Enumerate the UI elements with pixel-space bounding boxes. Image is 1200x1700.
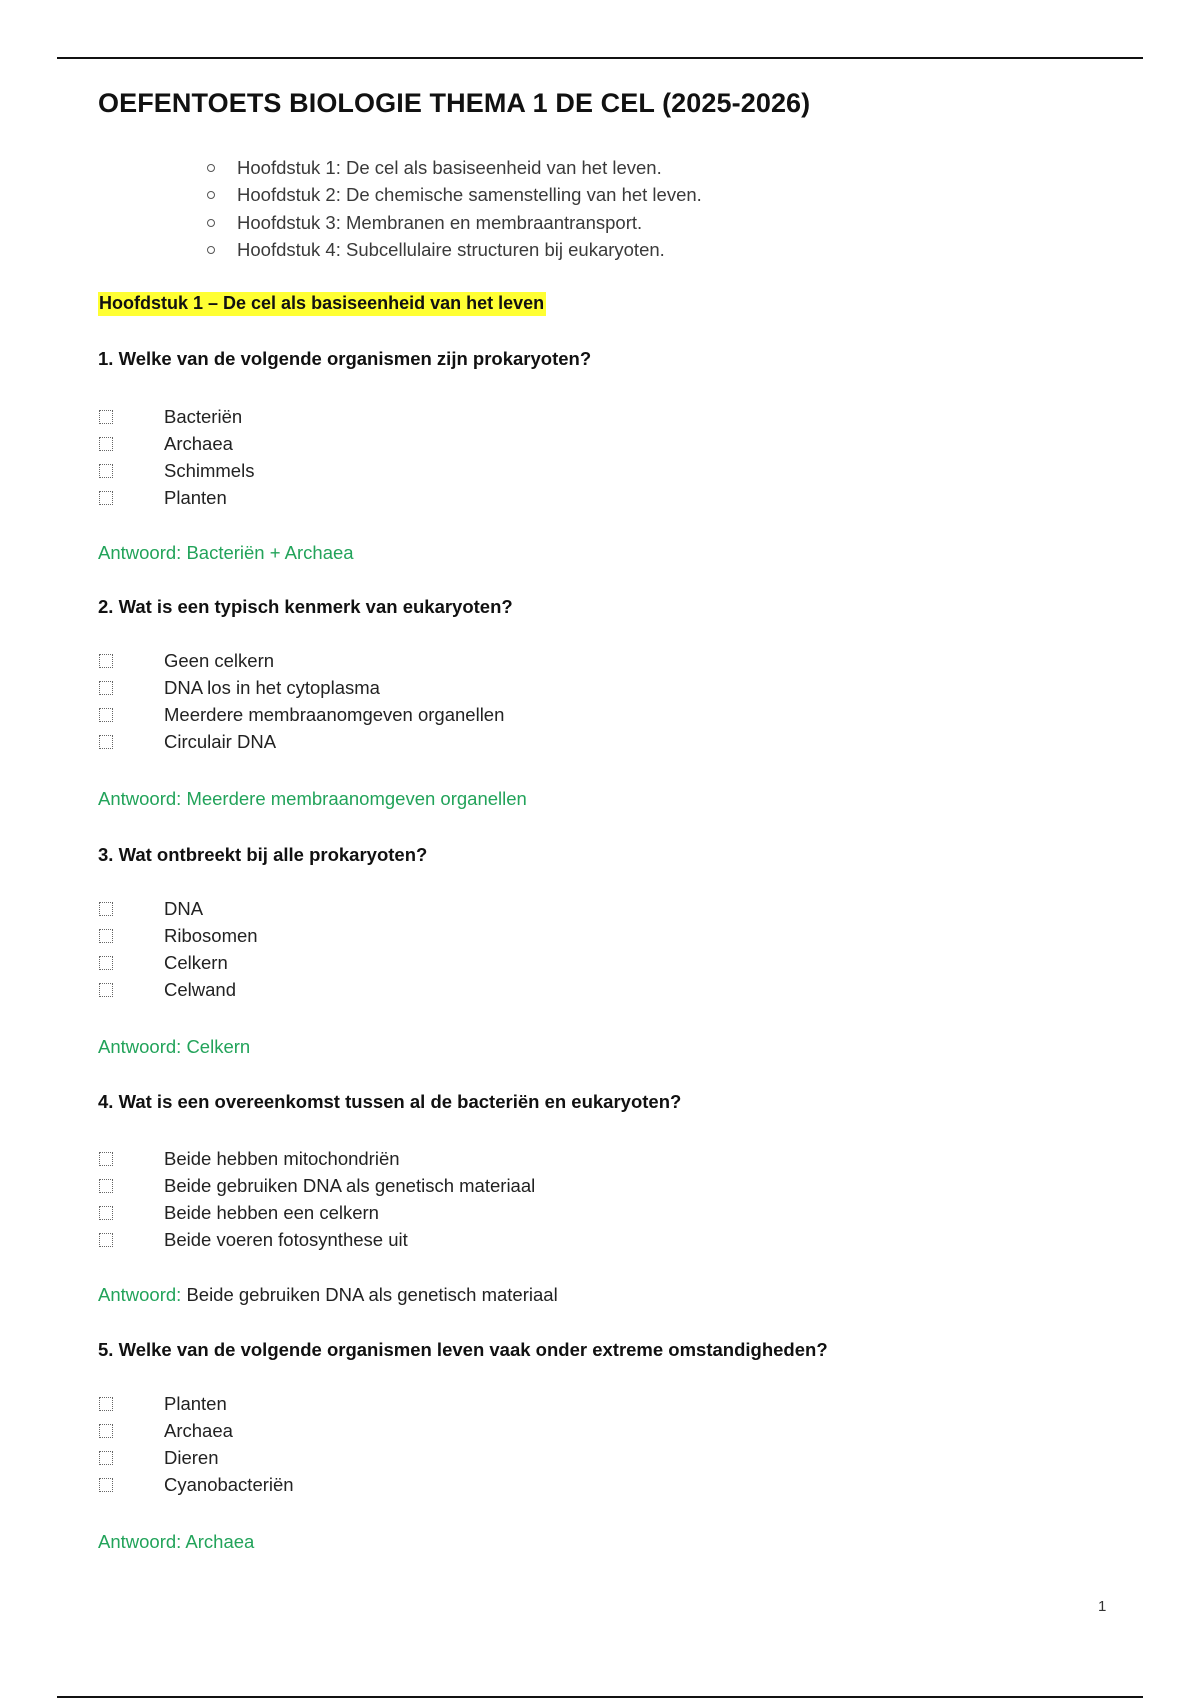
checkbox-icon[interactable] (99, 1179, 113, 1193)
answer-line (98, 1035, 250, 1059)
option-label: Planten (164, 486, 227, 508)
checkbox-icon[interactable] (99, 1206, 113, 1220)
question-text: 2. Wat is een typisch kenmerk van eukaryoten? (98, 596, 513, 617)
answer-label: Antwoord: (98, 542, 182, 563)
option-item[interactable] (98, 1444, 294, 1471)
option-label: DNA (164, 897, 204, 919)
top-rule (57, 57, 1143, 59)
question-4 (98, 1090, 1098, 1305)
chapter-list (207, 154, 702, 264)
option-list (98, 647, 504, 755)
checkbox-icon[interactable] (99, 654, 113, 668)
answer-label: Antwoord: (98, 1036, 182, 1057)
checkbox-icon[interactable] (99, 708, 113, 722)
chapter-label: Hoofdstuk 2: De chemische samenstelling van het leven. (237, 184, 702, 206)
option-item[interactable] (98, 430, 254, 457)
checkbox-icon[interactable] (99, 491, 113, 505)
option-item[interactable] (98, 976, 258, 1003)
option-item[interactable] (98, 949, 258, 976)
checkbox-icon[interactable] (99, 902, 113, 916)
option-item[interactable] (98, 674, 504, 701)
section-heading: Hoofdstuk 1 – De cel als basiseenheid van het leven (98, 292, 546, 316)
option-label: Dieren (164, 1446, 219, 1468)
option-label: Cyanobacteriën (164, 1473, 294, 1495)
checkbox-icon[interactable] (99, 1397, 113, 1411)
checkbox-icon[interactable] (99, 1424, 113, 1438)
circle-bullet-icon (207, 164, 215, 172)
circle-bullet-icon (207, 191, 215, 199)
answer-value: Archaea (185, 1531, 255, 1552)
option-label: Beide voeren fotosynthese uit (164, 1228, 408, 1250)
option-label: Archaea (164, 432, 233, 454)
option-list (98, 1145, 535, 1253)
question-text: 1. Welke van de volgende organismen zijn prokaryoten? (98, 348, 592, 369)
answer-label: Antwoord: (98, 788, 182, 809)
option-list (98, 1390, 294, 1498)
option-list (98, 895, 258, 1003)
chapter-item (207, 154, 702, 182)
bottom-rule (57, 1696, 1143, 1698)
question-text: 5. Welke van de volgende organismen leven vaak onder extreme omstandigheden? (98, 1339, 828, 1360)
option-item[interactable] (98, 484, 254, 511)
option-item[interactable] (98, 728, 504, 755)
checkbox-icon[interactable] (99, 956, 113, 970)
option-label: DNA los in het cytoplasma (164, 676, 380, 698)
answer-label: Antwoord: (98, 1284, 182, 1305)
checkbox-icon[interactable] (99, 983, 113, 997)
answer-line (98, 1530, 254, 1554)
question-5 (98, 1338, 1098, 1552)
chapter-label: Hoofdstuk 1: De cel als basiseenheid van het leven. (237, 156, 662, 178)
circle-bullet-icon (207, 246, 215, 254)
option-item[interactable] (98, 1417, 294, 1444)
option-label: Geen celkern (164, 649, 275, 671)
checkbox-icon[interactable] (99, 1233, 113, 1247)
option-item[interactable] (98, 1471, 294, 1498)
option-label: Meerdere membraanomgeven organellen (164, 703, 505, 725)
answer-line (98, 1283, 558, 1307)
option-label: Bacteriën (164, 405, 243, 427)
chapter-item (207, 209, 702, 237)
question-text: 3. Wat ontbreekt bij alle prokaryoten? (98, 844, 428, 865)
option-list (98, 403, 254, 511)
question-1 (98, 347, 1098, 563)
option-label: Beide hebben een celkern (164, 1201, 379, 1223)
answer-line (98, 541, 354, 565)
chapter-item (207, 182, 702, 210)
chapter-item (207, 237, 702, 265)
option-item[interactable] (98, 701, 504, 728)
option-label: Schimmels (164, 459, 255, 481)
answer-label: Antwoord: (98, 1531, 182, 1552)
answer-line (98, 787, 527, 811)
checkbox-icon[interactable] (99, 929, 113, 943)
page-number: 1 (1098, 1598, 1107, 1615)
option-label: Ribosomen (164, 924, 258, 946)
option-item[interactable] (98, 1390, 294, 1417)
checkbox-icon[interactable] (99, 735, 113, 749)
option-item[interactable] (98, 1172, 535, 1199)
option-label: Celwand (164, 978, 236, 1000)
option-item[interactable] (98, 1226, 535, 1253)
checkbox-icon[interactable] (99, 1152, 113, 1166)
option-label: Beide hebben mitochondriën (164, 1147, 400, 1169)
answer-value: Meerdere membraanomgeven organellen (186, 788, 527, 809)
option-item[interactable] (98, 457, 254, 484)
question-3 (98, 843, 1098, 1057)
answer-value: Bacteriën + Archaea (186, 542, 354, 563)
option-label: Celkern (164, 951, 228, 973)
option-label: Circulair DNA (164, 730, 277, 752)
question-2 (98, 595, 1098, 809)
option-item[interactable] (98, 922, 258, 949)
chapter-label: Hoofdstuk 4: Subcellulaire structuren bij eukaryoten. (237, 239, 665, 261)
checkbox-icon[interactable] (99, 464, 113, 478)
option-label: Archaea (164, 1419, 233, 1441)
checkbox-icon[interactable] (99, 681, 113, 695)
question-text: 4. Wat is een overeenkomst tussen al de bacteriën en eukaryoten? (98, 1091, 682, 1112)
checkbox-icon[interactable] (99, 1451, 113, 1465)
option-item[interactable] (98, 403, 254, 430)
option-item[interactable] (98, 647, 504, 674)
option-label: Planten (164, 1392, 227, 1414)
answer-value: Beide gebruiken DNA als genetisch materiaal (186, 1284, 558, 1305)
checkbox-icon[interactable] (99, 410, 113, 424)
chapter-label: Hoofdstuk 3: Membranen en membraantransport. (237, 211, 643, 233)
option-label: Beide gebruiken DNA als genetisch materiaal (164, 1174, 536, 1196)
option-item[interactable] (98, 895, 258, 922)
option-item[interactable] (98, 1199, 535, 1226)
checkbox-icon[interactable] (99, 437, 113, 451)
answer-value: Celkern (186, 1036, 251, 1057)
option-item[interactable] (98, 1145, 535, 1172)
page-title: OEFENTOETS BIOLOGIE THEMA 1 DE CEL (2025-2026) (98, 88, 811, 118)
circle-bullet-icon (207, 219, 215, 227)
checkbox-icon[interactable] (99, 1478, 113, 1492)
